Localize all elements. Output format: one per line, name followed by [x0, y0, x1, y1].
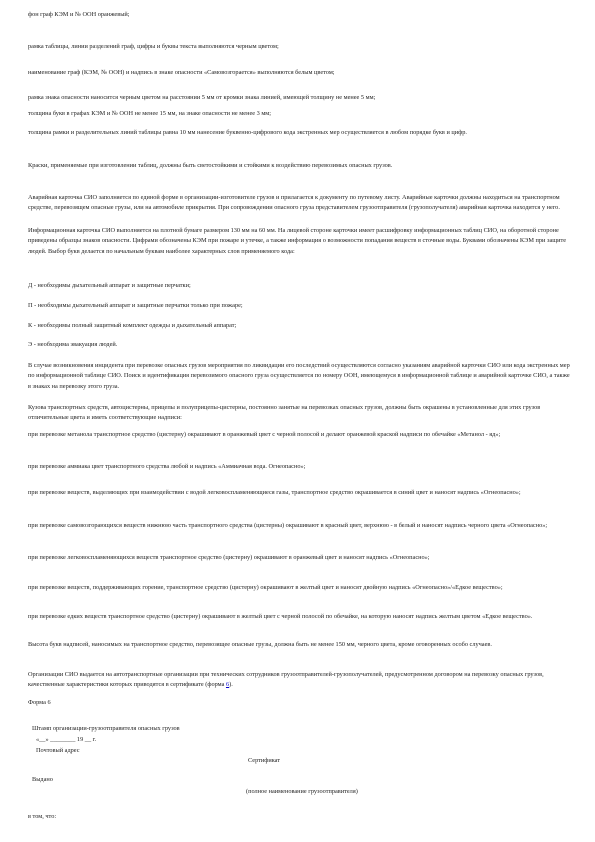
- paragraph-text: Аварийная карточка СИО заполняется по единой форме в организации-изготовителе грузов и прилагается к документу по путевому листу. Аварийные карточки должны находиться на транспортном средстве, перевозящем опасные грузы, или на автомобиле прикрытия. При сопровождении опасного груза представителем грузоотправителя (грузополучателя) аварийная карточка находится у него.: [28, 194, 560, 212]
- paragraph: [28, 521, 573, 531]
- paragraph-text: наименование граф (КЭМ, № ООН) и надпись в знаке опасности «Самовозгорается» выполняются белым цветом;: [28, 69, 335, 76]
- paragraph: [28, 161, 573, 171]
- paragraph-text: В случае возникновения инцидента при перевозке опасных грузов мероприятия по ликвидации его последствий осуществляются согласно указаниям аварийной карточки СИО или кода экстренных мер по информационной таблице СИО. Поиск и идентификация перевозимого опасного груза осуществляется по номеру ООН, имеющемуся в информационной таблице и аварийной карточке СИО, а также в знаках на перевозку этого груза.: [28, 362, 570, 390]
- paragraph: [28, 583, 573, 593]
- paragraph-text: Информационная карточка СИО выполняется на плотной бумаге размером 130 мм на 60 мм. На лицевой стороне карточки имеет расшифровку информационных таблиц СИО, на оборотной стороне приведены образцы знаков опасности. Цифрами обозначены КЭМ при пожаре и утечке, а также информация о возможности попадания веществ в сточные воды. Буквами обозначены КЭМ при защите людей. Выбор букв делается по начальным буквам наиболее характерных слов применяемого кода:: [28, 227, 567, 255]
- paragraph-text: толщина букв в графах КЭМ и № ООН не менее 15 мм, на знаке опасности не менее 3 мм;: [28, 110, 272, 117]
- form-date: «__» ________ 19 __ г.: [36, 736, 97, 743]
- code-item: [28, 340, 573, 350]
- paragraph: [28, 93, 573, 103]
- code-item: [28, 301, 573, 311]
- paragraph-text: фон граф КЭМ и № ООН оранжевый;: [28, 11, 130, 18]
- form-full-name: (полное наименование грузоотправителя): [246, 788, 358, 795]
- code-item-text: П - необходимы дыхательный аппарат и защитные перчатки только при пожаре;: [28, 302, 243, 309]
- paragraph-text: при перевозке едких веществ транспортное средство (цистерну) окрашивают в желтый цвет с черной полосой по обечайке, на которую наносят надпись желтым цветом «Едкое вещество».: [28, 613, 533, 620]
- form-title: Форма 6: [28, 699, 51, 706]
- paragraph-text: Высота букв надписей, наносимых на транспортное средство, перевозящее опасные грузы, должна быть не менее 150 мм, черного цвета, кроме оговоренных особо случаев.: [28, 641, 492, 648]
- paragraph: [28, 553, 573, 563]
- paragraph: [28, 403, 573, 424]
- closing-end: ).: [229, 681, 233, 689]
- paragraph: [28, 361, 573, 392]
- code-item: [28, 281, 573, 291]
- paragraph-text: при перевозке метанола транспортное средство (цистерну) окрашивают в оранжевый цвет с черной полосой и делают оранжевой краской надписи по обечайке «Метанол - яд»;: [28, 431, 501, 438]
- paragraph-text: при перевозке веществ, поддерживающих горение, транспортное средство (цистерну) окрашивают в желтый цвет и наносят двойную надпись «Огнеопасно»/«Едкое вещество»;: [28, 584, 503, 591]
- form-6: [28, 698, 573, 818]
- form-certificate-title: Сертификат: [248, 757, 281, 764]
- paragraph-text: рамка знака опасности наносится черным цветом на расстоянии 5 мм от кромки знака линией, имеющей толщину не менее 5 мм;: [28, 94, 376, 101]
- paragraph-text: рамка таблицы, линии разделений граф, цифры и буквы текста выполняются черным цветом;: [28, 43, 279, 50]
- paragraph: [28, 128, 573, 138]
- paragraph: [28, 612, 573, 622]
- paragraph: [28, 10, 573, 20]
- form-stamp: Штамп организации-грузоотправителя опасных грузов: [32, 725, 180, 732]
- paragraph: [28, 109, 573, 119]
- form-6-link[interactable]: 6: [225, 681, 230, 689]
- paragraph: [28, 42, 573, 52]
- paragraph: [28, 462, 573, 472]
- code-item-text: Д - необходимы дыхательный аппарат и защитные перчатки;: [28, 282, 191, 289]
- form-issued: Выдано: [32, 776, 53, 783]
- paragraph-text: при перевозке самовозгорающихся веществ нижнюю часть транспортного средства (цистерны) окрашивают в красный цвет, верхнюю - в белый и наносят надпись черного цвета «Огнеопасно»;: [28, 522, 548, 529]
- paragraph: [28, 193, 573, 214]
- paragraph-text: Кузова транспортных средств, автоцистерны, прицепы и полуприцепы-цистерны, постоянно занятые на перевозках опасных грузов, должны быть окрашены в установленные для этих грузов отличительные цвета и иметь соответствующие надписи:: [28, 404, 541, 422]
- form-address: Почтовый адрес: [36, 747, 80, 754]
- paragraph: [28, 68, 573, 78]
- closing-paragraph: [28, 670, 573, 691]
- paragraph: [28, 430, 573, 440]
- closing-text: Организации СИО выдается на автотранспортные организации при технических сотрудников грузоотправителей-грузополучателей, предусмотренном договором на перевозку опасных грузов, качественные характеристики которых приводятся в сертификате (форма: [28, 671, 544, 689]
- code-item-text: К - необходимы полный защитный комплект одежды и дыхательный аппарат;: [28, 322, 237, 329]
- paragraph-text: при перевозке веществ, выделяющих при взаимодействии с водой легковоспламеняющиеся газы, транспортное средство окрашивается в синий цвет и наносят надпись «Огнеопасно»;: [28, 489, 521, 496]
- form-footer: в том, что:: [28, 813, 57, 820]
- code-item-text: Э - необходима эвакуация людей.: [28, 341, 118, 348]
- code-item: [28, 321, 573, 331]
- paragraph: [28, 640, 573, 650]
- paragraph-text: при перевозке аммиака цвет транспортного средства любой и надпись «Аммиачная вода. Огнеопасно»;: [28, 463, 306, 470]
- paragraph: [28, 488, 573, 498]
- paragraph-text: при перевозке легковоспламеняющихся веществ транспортное средство (цистерну) окрашивают в оранжевый цвет и наносят надпись «Огнеопасно»;: [28, 554, 430, 561]
- paragraph: [28, 226, 573, 257]
- paragraph-text: толщина рамки и разделительных линий таблицы равна 10 мм нанесение буквенно-цифрового кода экстренных мер осуществляется в любом порядке букв и цифр.: [28, 129, 467, 136]
- paragraph-text: Краски, применяемые при изготовлении таблиц, должны быть светостойкими и стойкими к воздействию перевозимых опасных грузов.: [28, 162, 393, 169]
